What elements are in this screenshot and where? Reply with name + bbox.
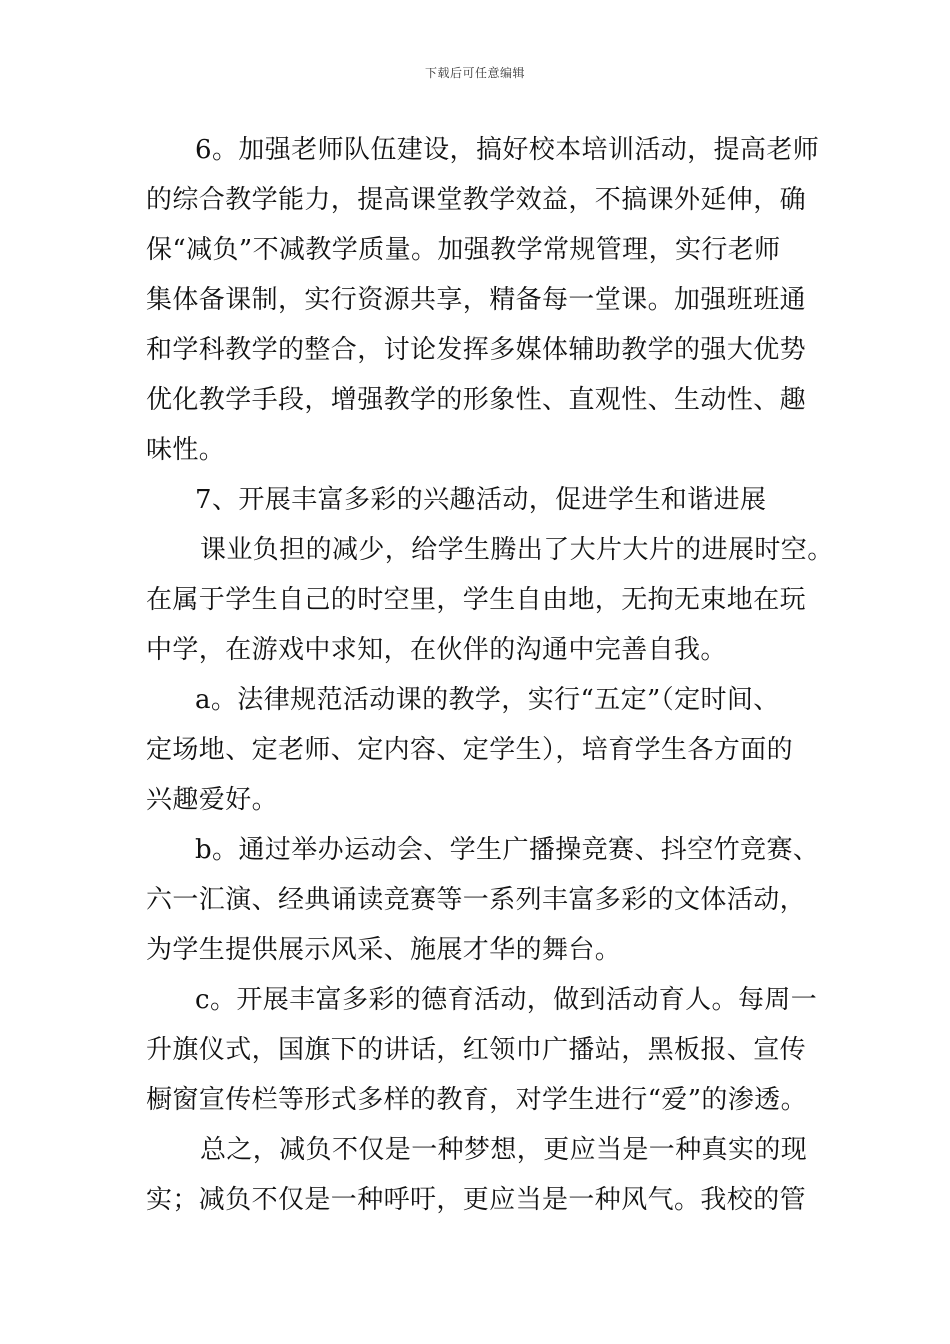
text-line: a。法律规范活动课的教学，实行“五定”（定时间、	[195, 685, 780, 715]
text-line: 兴趣爱好。	[146, 785, 279, 815]
page-header: 下载后可任意编辑	[424, 66, 525, 80]
text-line: 六一汇演、经典诵读竞赛等一系列丰富多彩的文体活动，	[146, 885, 807, 915]
text-line: 的综合教学能力，提高课堂教学效益，不搞课外延伸，确	[146, 185, 807, 215]
text-line: 中学，在游戏中求知，在伙伴的沟通中完善自我。	[146, 635, 727, 665]
text-line: 总之，减负不仅是一种梦想，更应当是一种真实的现	[200, 1135, 808, 1165]
text-line: 为学生提供展示风采、施展才华的舞台。	[146, 935, 622, 965]
text-line: 和学科教学的整合，讨论发挥多媒体辅助教学的强大优势	[146, 335, 807, 365]
text-line: 6。加强老师队伍建设，搞好校本培训活动，提高老师	[195, 135, 820, 165]
text-line: 橱窗宣传栏等形式多样的教育，对学生进行“爱”的渗透。	[146, 1085, 807, 1115]
text-line: 7、开展丰富多彩的兴趣活动，促进学生和谐进展	[195, 485, 767, 515]
text-line: 定场地、定老师、定内容、定学生），培育学生各方面的	[146, 735, 794, 765]
text-line: 在属于学生自己的时空里，学生自由地，无拘无束地在玩	[146, 585, 807, 615]
text-line: 实；减负不仅是一种呼吁，更应当是一种风气。我校的管	[146, 1185, 807, 1215]
text-line: 课业负担的减少，给学生腾出了大片大片的进展时空。	[200, 535, 834, 565]
text-line: 优化教学手段，增强教学的形象性、直观性、生动性、趣	[146, 385, 807, 415]
text-line: 保“减负”不减教学质量。加强教学常规管理，实行老师	[146, 235, 781, 265]
text-line: 集体备课制，实行资源共享，精备每一堂课。加强班班通	[146, 285, 807, 315]
text-line: 升旗仪式，国旗下的讲话，红领巾广播站，黑板报、宣传	[146, 1035, 807, 1065]
text-line: 味性。	[146, 435, 226, 465]
text-line: b。通过举办运动会、学生广播操竞赛、抖空竹竞赛、	[195, 835, 820, 865]
text-line: c。开展丰富多彩的德育活动，做到活动育人。每周一	[195, 985, 818, 1015]
